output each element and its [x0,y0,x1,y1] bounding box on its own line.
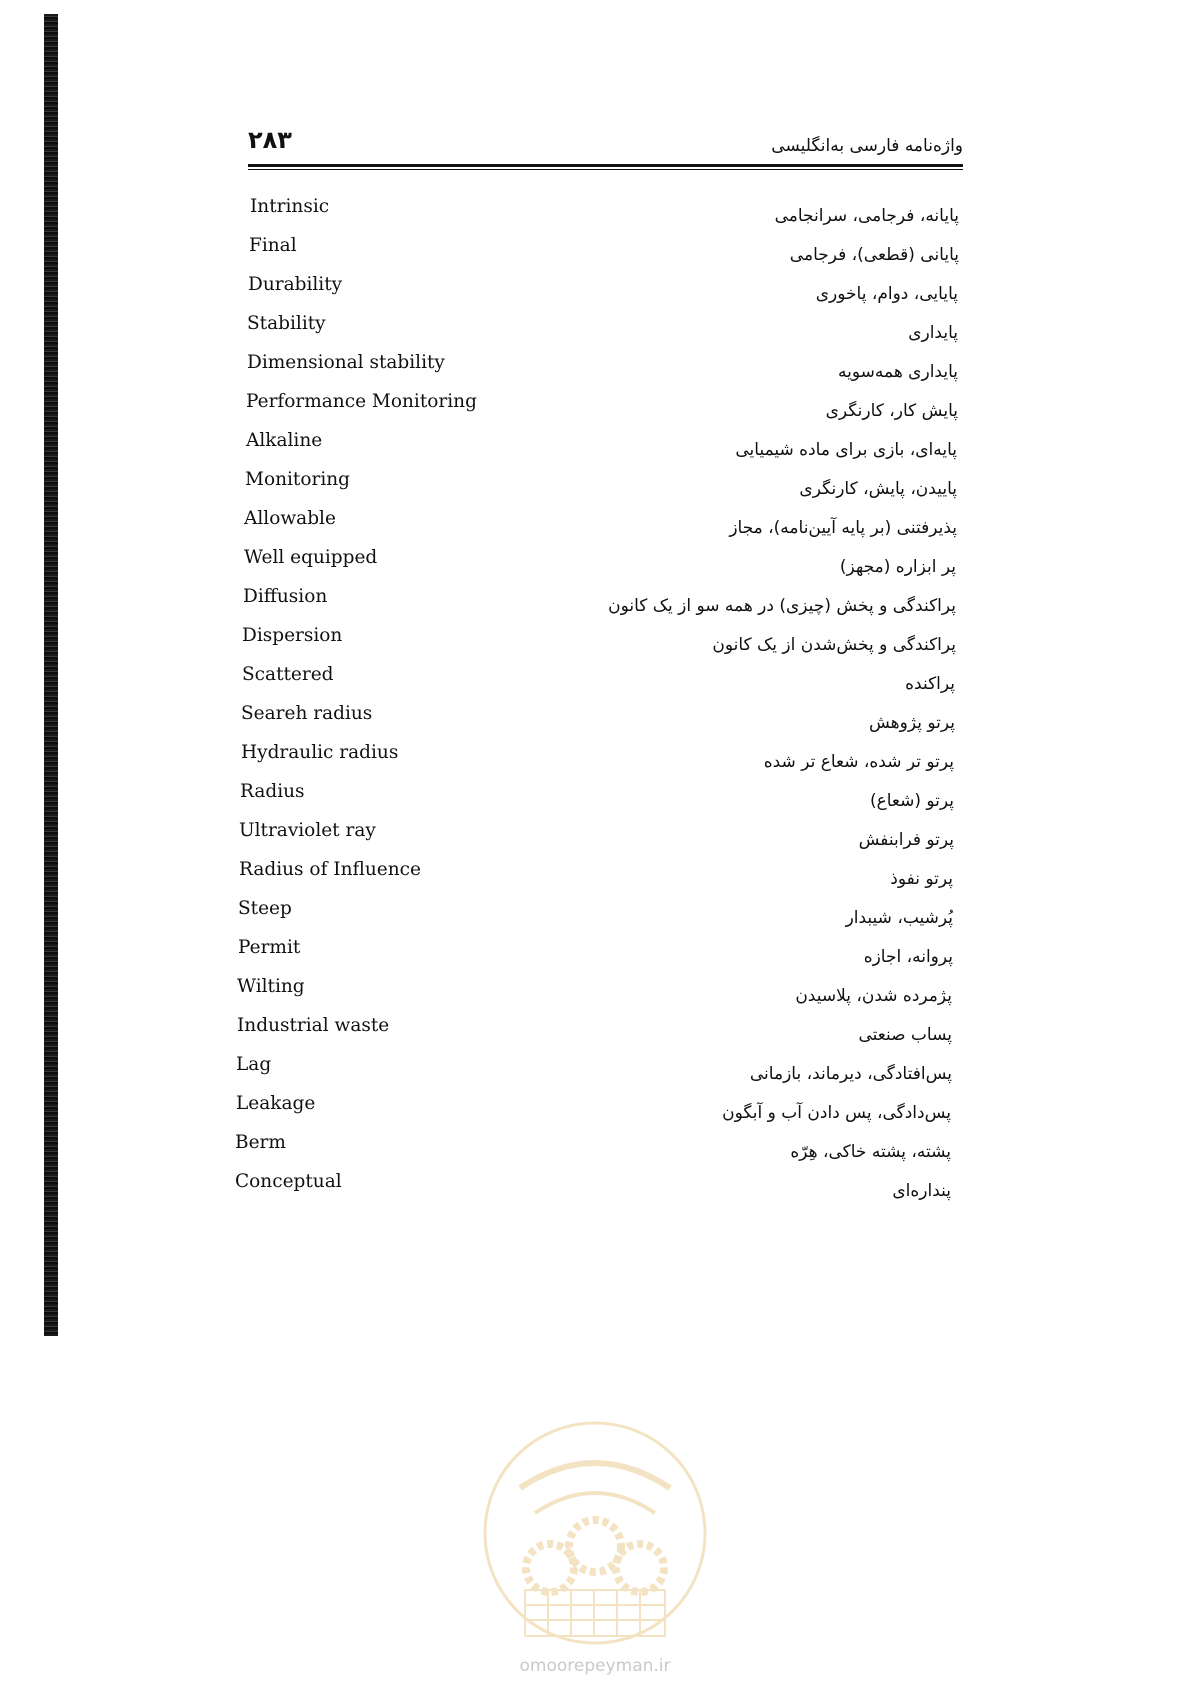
glossary-entry [0,430,1191,470]
english-term: Diffusion [243,586,328,607]
english-term: Berm [235,1132,286,1153]
english-term: Alkaline [246,430,323,451]
glossary-entry [0,196,1191,236]
english-term: Lag [236,1054,272,1075]
english-term: Performance Monitoring [246,391,477,412]
persian-term: پنداره‌ای [892,1181,951,1201]
english-term: Dispersion [242,625,343,646]
glossary-entry [0,508,1191,548]
persian-term: پایداری [908,323,958,343]
english-term: Durability [248,274,343,295]
glossary-entry [0,1015,1191,1055]
english-term: Seareh radius [241,703,373,724]
persian-term: پاییدن، پایش، کارنگری [799,479,957,499]
english-term: Industrial waste [237,1015,390,1036]
english-term: Radius of Influence [239,859,421,880]
persian-term: پُرشیب، شیبدار [845,908,953,928]
persian-term: پرتو (شعاع) [869,791,954,811]
english-term: Radius [240,781,305,802]
page-number: ۲۸۳ [248,126,292,154]
persian-term: پراکندگی و پخش‌شدن از یک کانون [712,635,956,655]
glossary-entry [0,547,1191,587]
persian-term: پایایی، دوام، پاخوری [815,284,958,304]
persian-term: پشته، پشته خاکی، هِرّه [790,1142,951,1162]
persian-term: پرتو نفوذ [890,869,953,889]
persian-term: پایانی (قطعی)، فرجامی [789,245,959,265]
english-term: Stability [247,313,326,334]
glossary-entry [0,781,1191,821]
glossary-entry [0,625,1191,665]
english-term: Ultraviolet ray [239,820,376,841]
english-term: Wilting [237,976,305,997]
persian-term: پرتو پژوهش [869,713,955,733]
english-term: Allowable [244,508,336,529]
glossary-entry [0,1054,1191,1094]
persian-term: پراکندگی و پخش (چیزی) در همه سو از یک کانون [608,596,956,616]
running-title: واژه‌نامه فارسی به‌انگلیسی [771,136,963,156]
glossary-entry [0,469,1191,509]
english-term: Hydraulic radius [241,742,399,763]
english-term: Conceptual [235,1171,342,1192]
glossary-entry [0,1132,1191,1172]
glossary-entry [0,976,1191,1016]
glossary-entry [0,235,1191,275]
persian-term: پذیرفتنی (بر پایه آیین‌نامه)، مجاز [729,518,957,538]
english-term: Scattered [242,664,334,685]
persian-term: پرتو فرابنفش [858,830,954,850]
english-term: Leakage [236,1093,316,1114]
glossary-entry [0,820,1191,860]
glossary-entry [0,274,1191,314]
persian-term: پس‌افتادگی، دیرماند، بازمانی [749,1064,952,1084]
watermark-url: omoorepeyman.ir [519,1656,671,1676]
glossary-entry [0,352,1191,392]
glossary-entry [0,1093,1191,1133]
glossary-entry [0,937,1191,977]
watermark-logo [480,1418,710,1648]
persian-term: پروانه، اجازه [863,947,953,967]
persian-term: پس‌دادگی، پس دادن آب و آبگون [722,1103,951,1123]
persian-term: پر ابزاره (مجهز) [839,557,956,577]
glossary-entry [0,898,1191,938]
persian-term: پساب صنعتی [858,1025,952,1045]
persian-term: پایانه، فرجامی، سرانجامی [774,206,959,226]
english-term: Steep [238,898,292,919]
glossary-entry [0,391,1191,431]
glossary-entry [0,742,1191,782]
glossary-entry [0,703,1191,743]
english-term: Final [249,235,297,256]
english-term: Well equipped [244,547,378,568]
english-term: Permit [238,937,301,958]
persian-term: پراکنده [905,674,955,694]
persian-term: پایش کار، کارنگری [825,401,958,421]
glossary-entry [0,313,1191,353]
english-term: Intrinsic [250,196,330,217]
persian-term: پرتو تر شده، شعاع تر شده [763,752,954,772]
glossary-entry [0,664,1191,704]
persian-term: پژمرده شدن، پلاسیدن [795,986,952,1006]
persian-term: پایه‌ای، بازی برای ماده شیمیایی [735,440,957,460]
english-term: Monitoring [245,469,351,490]
glossary-entry [0,586,1191,626]
glossary-entry [0,859,1191,899]
glossary-entry [0,1171,1191,1211]
english-term: Dimensional stability [247,352,445,373]
persian-term: پایداری همه‌سویه [838,362,958,382]
